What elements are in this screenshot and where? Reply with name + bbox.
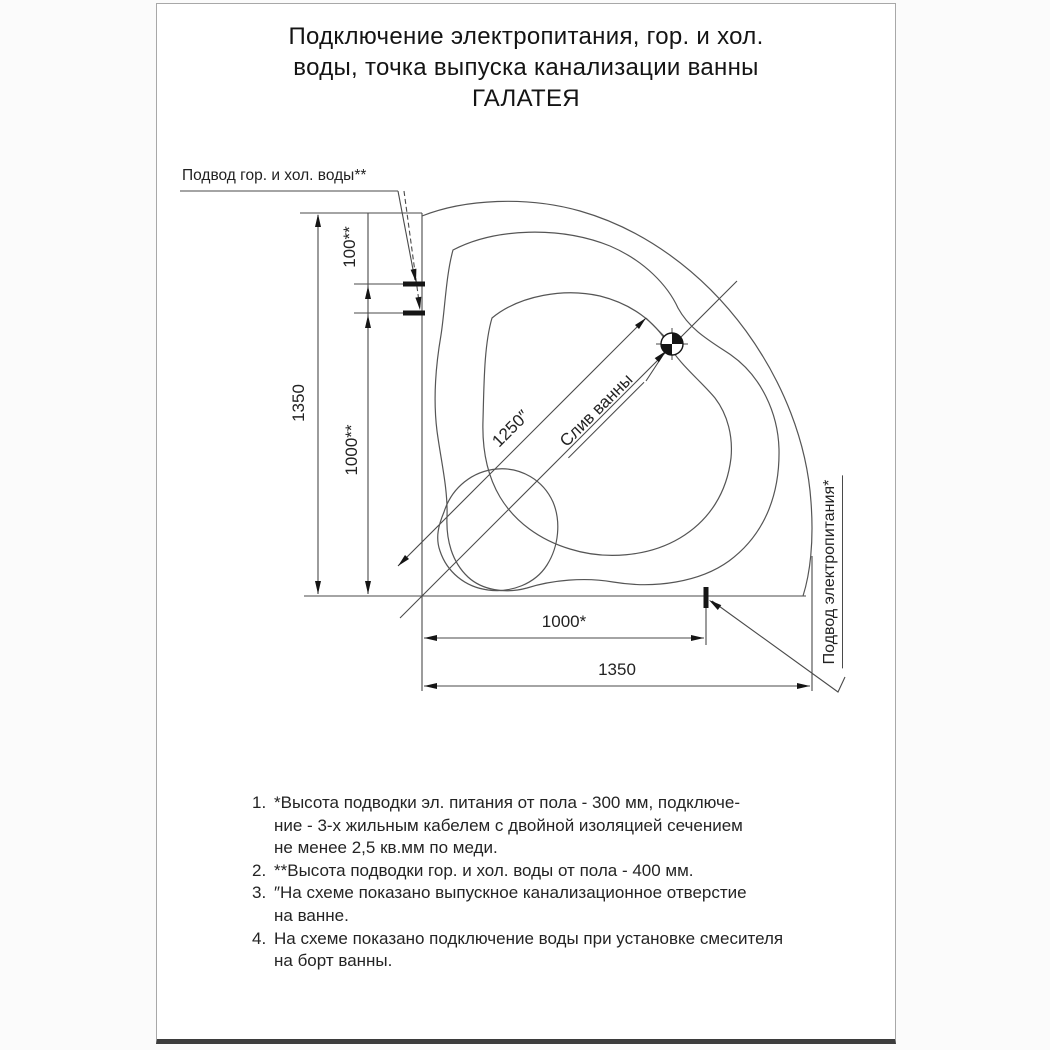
note-item-3 xyxy=(252,882,832,927)
note-number: 3. xyxy=(252,883,267,903)
note-number: 4. xyxy=(252,928,267,948)
note-number: 2. xyxy=(252,860,267,880)
note-line: **Высота подводки гор. и хол. воды от пола - 400 мм. xyxy=(274,860,694,880)
power-supply-label: Подвод электропитания* xyxy=(821,476,843,669)
dim-drain-diagonal: 1250″ xyxy=(488,406,533,451)
note-line: На схеме показано подключение воды при установке смесителя xyxy=(274,928,784,948)
note-line: *Высота подводки эл. питания от пола - 300 мм, подключе- xyxy=(274,793,741,812)
note-number: 1. xyxy=(252,793,267,812)
water-supply-label: Подвод гор. и хол. воды** xyxy=(182,167,367,184)
note-line: на борт ванны. xyxy=(274,951,393,971)
dim-total-height: 1350 xyxy=(289,384,308,422)
title-line-3: ГАЛАТЕЯ xyxy=(472,85,580,112)
dim-water-point-to-edge: 1000** xyxy=(342,424,361,476)
title-line-2: воды, точка выпуска канализации ванны xyxy=(293,54,759,81)
note-line: на ванне. xyxy=(274,905,349,925)
note-line: ″На схеме показано выпускное канализационное отверстие xyxy=(274,883,747,903)
dim-total-width: 1350 xyxy=(598,660,636,679)
note-line: ние - 3-х жильным кабелем с двойной изоляцией сечением xyxy=(274,815,743,835)
notes-list xyxy=(252,792,832,973)
dim-water-points-gap: 100** xyxy=(340,226,359,268)
dim-power-point-offset: 1000* xyxy=(541,612,587,631)
drain-label: Слив ванны xyxy=(552,366,644,458)
tub-corner-seat xyxy=(438,469,558,591)
note-line: не менее 2,5 кв.мм по меди. xyxy=(274,838,498,858)
note-item-4 xyxy=(252,928,832,973)
note-item-1 xyxy=(252,792,832,860)
note-item-2 xyxy=(252,860,832,883)
title-line-1: Подключение электропитания, гор. и хол. xyxy=(288,23,764,50)
